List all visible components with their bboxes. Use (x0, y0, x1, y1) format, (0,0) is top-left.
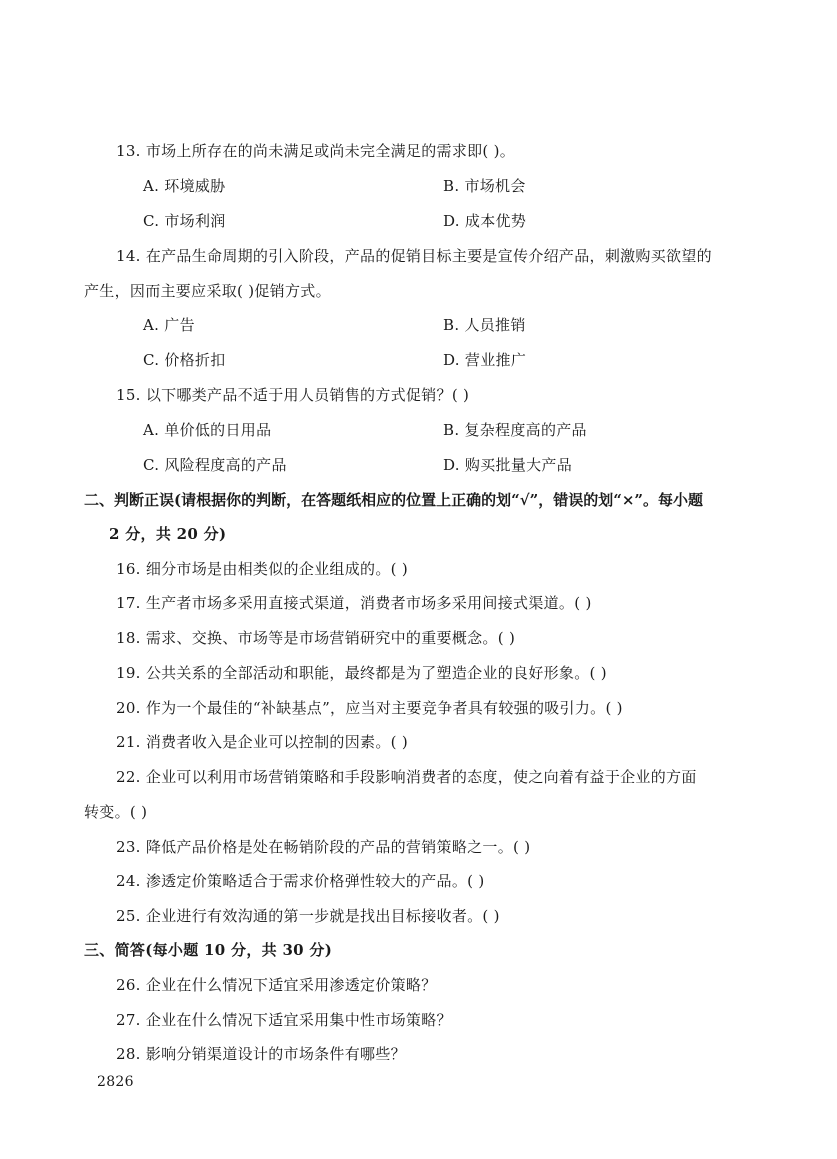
question-21: 21. 消费者收入是企业可以控制的因素。( ) (116, 733, 408, 751)
question-24: 24. 渗透定价策略适合于需求价格弹性较大的产品。( ) (116, 872, 485, 890)
question-14-option-c: C. 价格折扣 (143, 351, 226, 369)
question-14-stem-line1: 14. 在产品生命周期的引入阶段，产品的促销目标主要是宣传介绍产品，刺激购买欲望的 (116, 247, 712, 265)
question-13-option-a: A. 环境威胁 (143, 177, 226, 195)
question-15-option-c: C. 风险程度高的产品 (143, 456, 287, 474)
question-13-option-b: B. 市场机会 (443, 177, 526, 195)
question-13-stem: 13. 市场上所存在的尚未满足或尚未完全满足的需求即( )。 (116, 142, 516, 160)
question-14-stem-line2: 产生，因而主要应采取( )促销方式。 (84, 282, 331, 300)
question-28: 28. 影响分销渠道设计的市场条件有哪些？ (116, 1045, 406, 1063)
question-18: 18. 需求、交换、市场等是市场营销研究中的重要概念。( ) (116, 629, 516, 647)
section-2-heading-cont: 2 分，共 20 分) (109, 525, 227, 543)
section-3-heading: 三、简答(每小题 10 分，共 30 分) (84, 941, 333, 959)
exam-code: 2826 (97, 1074, 134, 1090)
question-22-line2: 转变。( ) (84, 803, 148, 821)
question-15-stem: 15. 以下哪类产品不适于用人员销售的方式促销？( ) (116, 386, 470, 404)
question-25: 25. 企业进行有效沟通的第一步就是找出目标接收者。( ) (116, 907, 500, 925)
question-13-option-d: D. 成本优势 (443, 212, 527, 230)
question-19: 19. 公共关系的全部活动和职能，最终都是为了塑造企业的良好形象。( ) (116, 664, 607, 682)
question-22-line1: 22. 企业可以利用市场营销策略和手段影响消费者的态度，使之向着有益于企业的方面 (116, 768, 697, 786)
question-23: 23. 降低产品价格是处在畅销阶段的产品的营销策略之一。( ) (116, 838, 531, 856)
question-14-option-b: B. 人员推销 (443, 316, 526, 334)
question-13-option-c: C. 市场利润 (143, 212, 226, 230)
question-20: 20. 作为一个最佳的“补缺基点”，应当对主要竞争者具有较强的吸引力。( ) (116, 699, 623, 717)
question-17: 17. 生产者市场多采用直接式渠道，消费者市场多采用间接式渠道。( ) (116, 594, 592, 612)
question-15-option-d: D. 购买批量大产品 (443, 456, 573, 474)
question-14-option-a: A. 广告 (143, 316, 195, 334)
section-2-heading: 二、判断正误(请根据你的判断，在答题纸相应的位置上正确的划“√”，错误的划“×”。每小题 (84, 491, 704, 509)
question-26: 26. 企业在什么情况下适宜采用渗透定价策略？ (116, 976, 437, 994)
question-16: 16. 细分市场是由相类似的企业组成的。( ) (116, 560, 408, 578)
question-15-option-b: B. 复杂程度高的产品 (443, 421, 587, 439)
question-27: 27. 企业在什么情况下适宜采用集中性市场策略？ (116, 1011, 452, 1029)
question-15-option-a: A. 单价低的日用品 (143, 421, 272, 439)
question-14-option-d: D. 营业推广 (443, 351, 527, 369)
